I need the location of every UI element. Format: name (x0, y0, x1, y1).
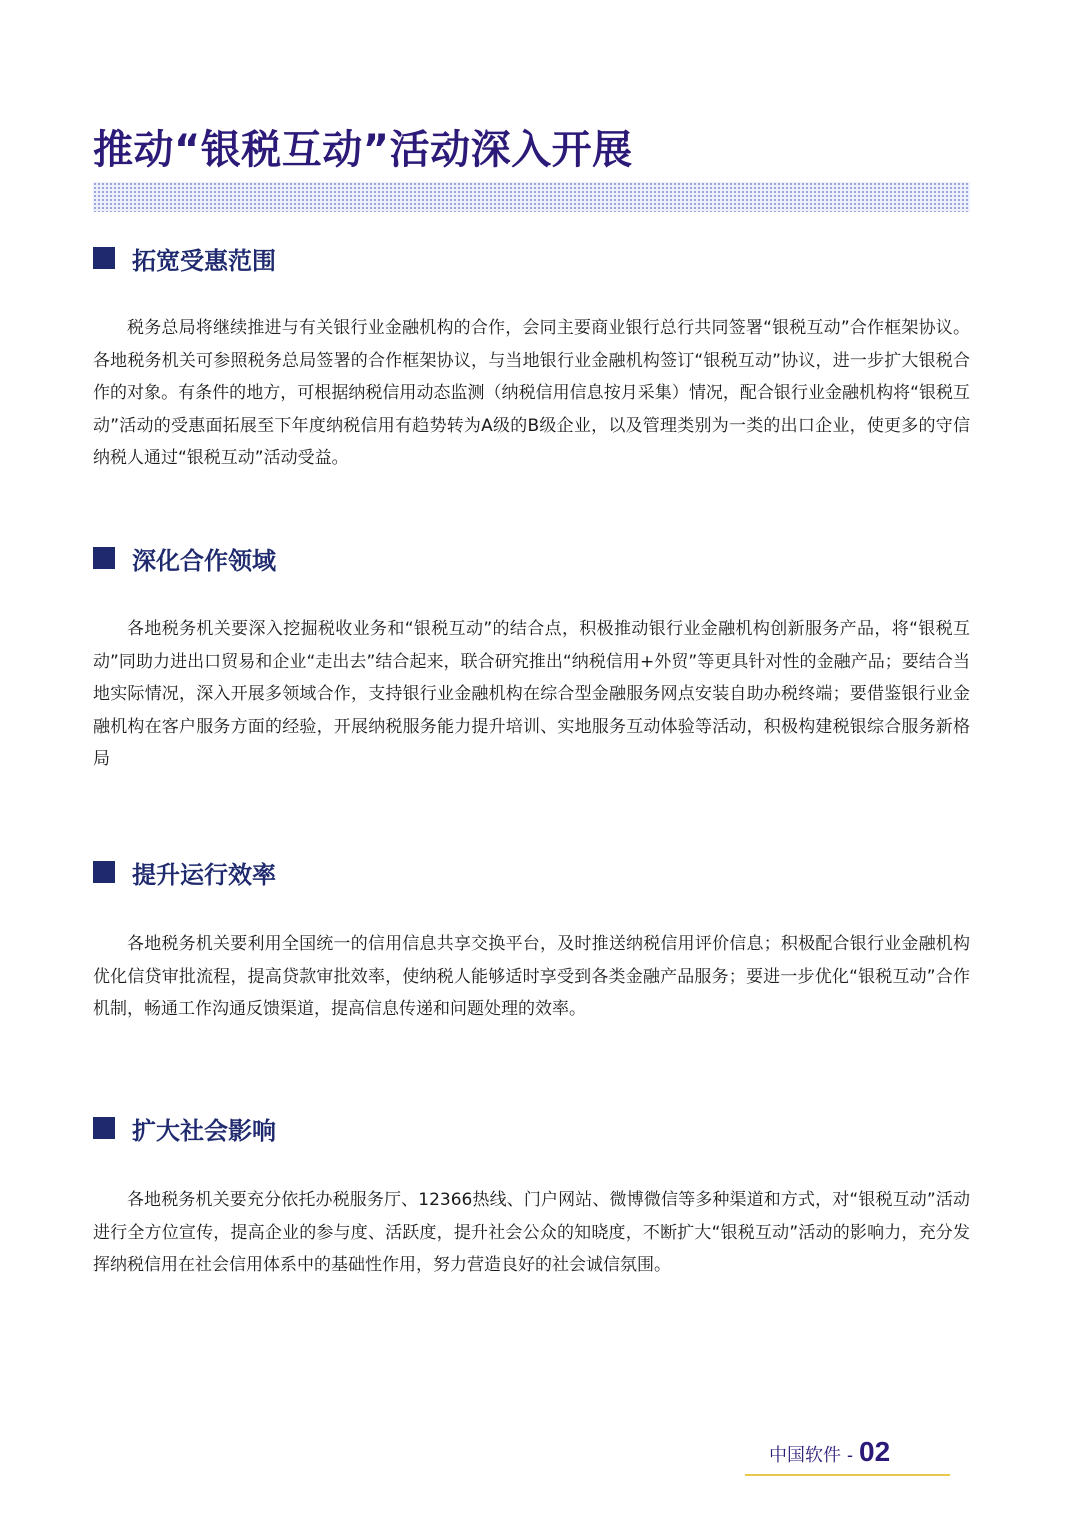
footer-separator: - (847, 1445, 853, 1465)
section-body: 各地税务机关要深入挖掘税收业务和“银税互动”的结合点，积极推动银行业金融机构创新服务产品，将“银税互动”同助力进出口贸易和企业“走出去”结合起来，联合研究推出“纳税信用+外贸”等更具针对性的金融产品；要结合当地实际情况，深入开展多领域合作，支持银行业金融机构在综合型金融服务网点安装自助办税终端；要借鉴银行业金融机构在客户服务方面的经验，开展纳税服务能力提升培训、实地服务互动体验等活动，积极构建税银综合服务新格局 (93, 619, 970, 770)
square-bullet-icon (93, 547, 115, 569)
section-heading (93, 1108, 970, 1148)
section-title: 提升运行效率 (132, 860, 276, 889)
footer-text (769, 1436, 890, 1468)
section-body: 各地税务机关要利用全国统一的信用信息共享交换平台，及时推送纳税信用评价信息；积极配合银行业金融机构优化信贷审批流程，提高贷款审批效率，使纳税人能够适时享受到各类金融产品服务；要进一步优化“银税互动”合作机制，畅通工作沟通反馈渠道，提高信息传递和问题处理的效率。 (93, 934, 970, 1020)
section-expand-influence (93, 1108, 970, 1282)
section-deepen-cooperation (93, 538, 970, 776)
square-bullet-icon (93, 861, 115, 883)
section-title: 拓宽受惠范围 (132, 246, 276, 275)
section-title: 扩大社会影响 (132, 1116, 276, 1145)
section-body: 税务总局将继续推进与有关银行业金融机构的合作，会同主要商业银行总行共同签署“银税互动”合作框架协议。各地税务机关可参照税务总局签署的合作框架协议，与当地银行业金融机构签订“银税互动”协议，进一步扩大银税合作的对象。有条件的地方，可根据纳税信用动态监测（纳税信用信息按月采集）情况，配合银行业金融机构将“银税互动”活动的受惠面拓展至下年度纳税信用有趋势转为A级的B级企业，以及管理类别为一类的出口企业，使更多的守信纳税人通过“银税互动”活动受益。 (93, 318, 970, 469)
section-heading (93, 538, 970, 578)
section-broaden-benefits (93, 238, 970, 475)
footer-underline (745, 1474, 950, 1476)
square-bullet-icon (93, 1117, 115, 1139)
section-heading (93, 238, 970, 278)
square-bullet-icon (93, 247, 115, 269)
section-title: 深化合作领域 (132, 546, 276, 575)
page-number: 02 (859, 1436, 891, 1467)
section-heading (93, 852, 970, 892)
page-title: 推动“银税互动”活动深入开展 (93, 127, 633, 173)
section-improve-efficiency (93, 852, 970, 1026)
section-body: 各地税务机关要充分依托办税服务厅、12366热线、门户网站、微博微信等多种渠道和方式，对“银税互动”活动进行全方位宣传，提高企业的参与度、活跃度，提升社会公众的知晓度，不断扩大“银税互动”活动的影响力，充分发挥纳税信用在社会信用体系中的基础性作用，努力营造良好的社会诚信氛围。 (93, 1190, 970, 1276)
dotted-title-divider (93, 182, 970, 212)
page-footer (745, 1428, 950, 1476)
footer-publication-name: 中国软件 (769, 1445, 841, 1465)
